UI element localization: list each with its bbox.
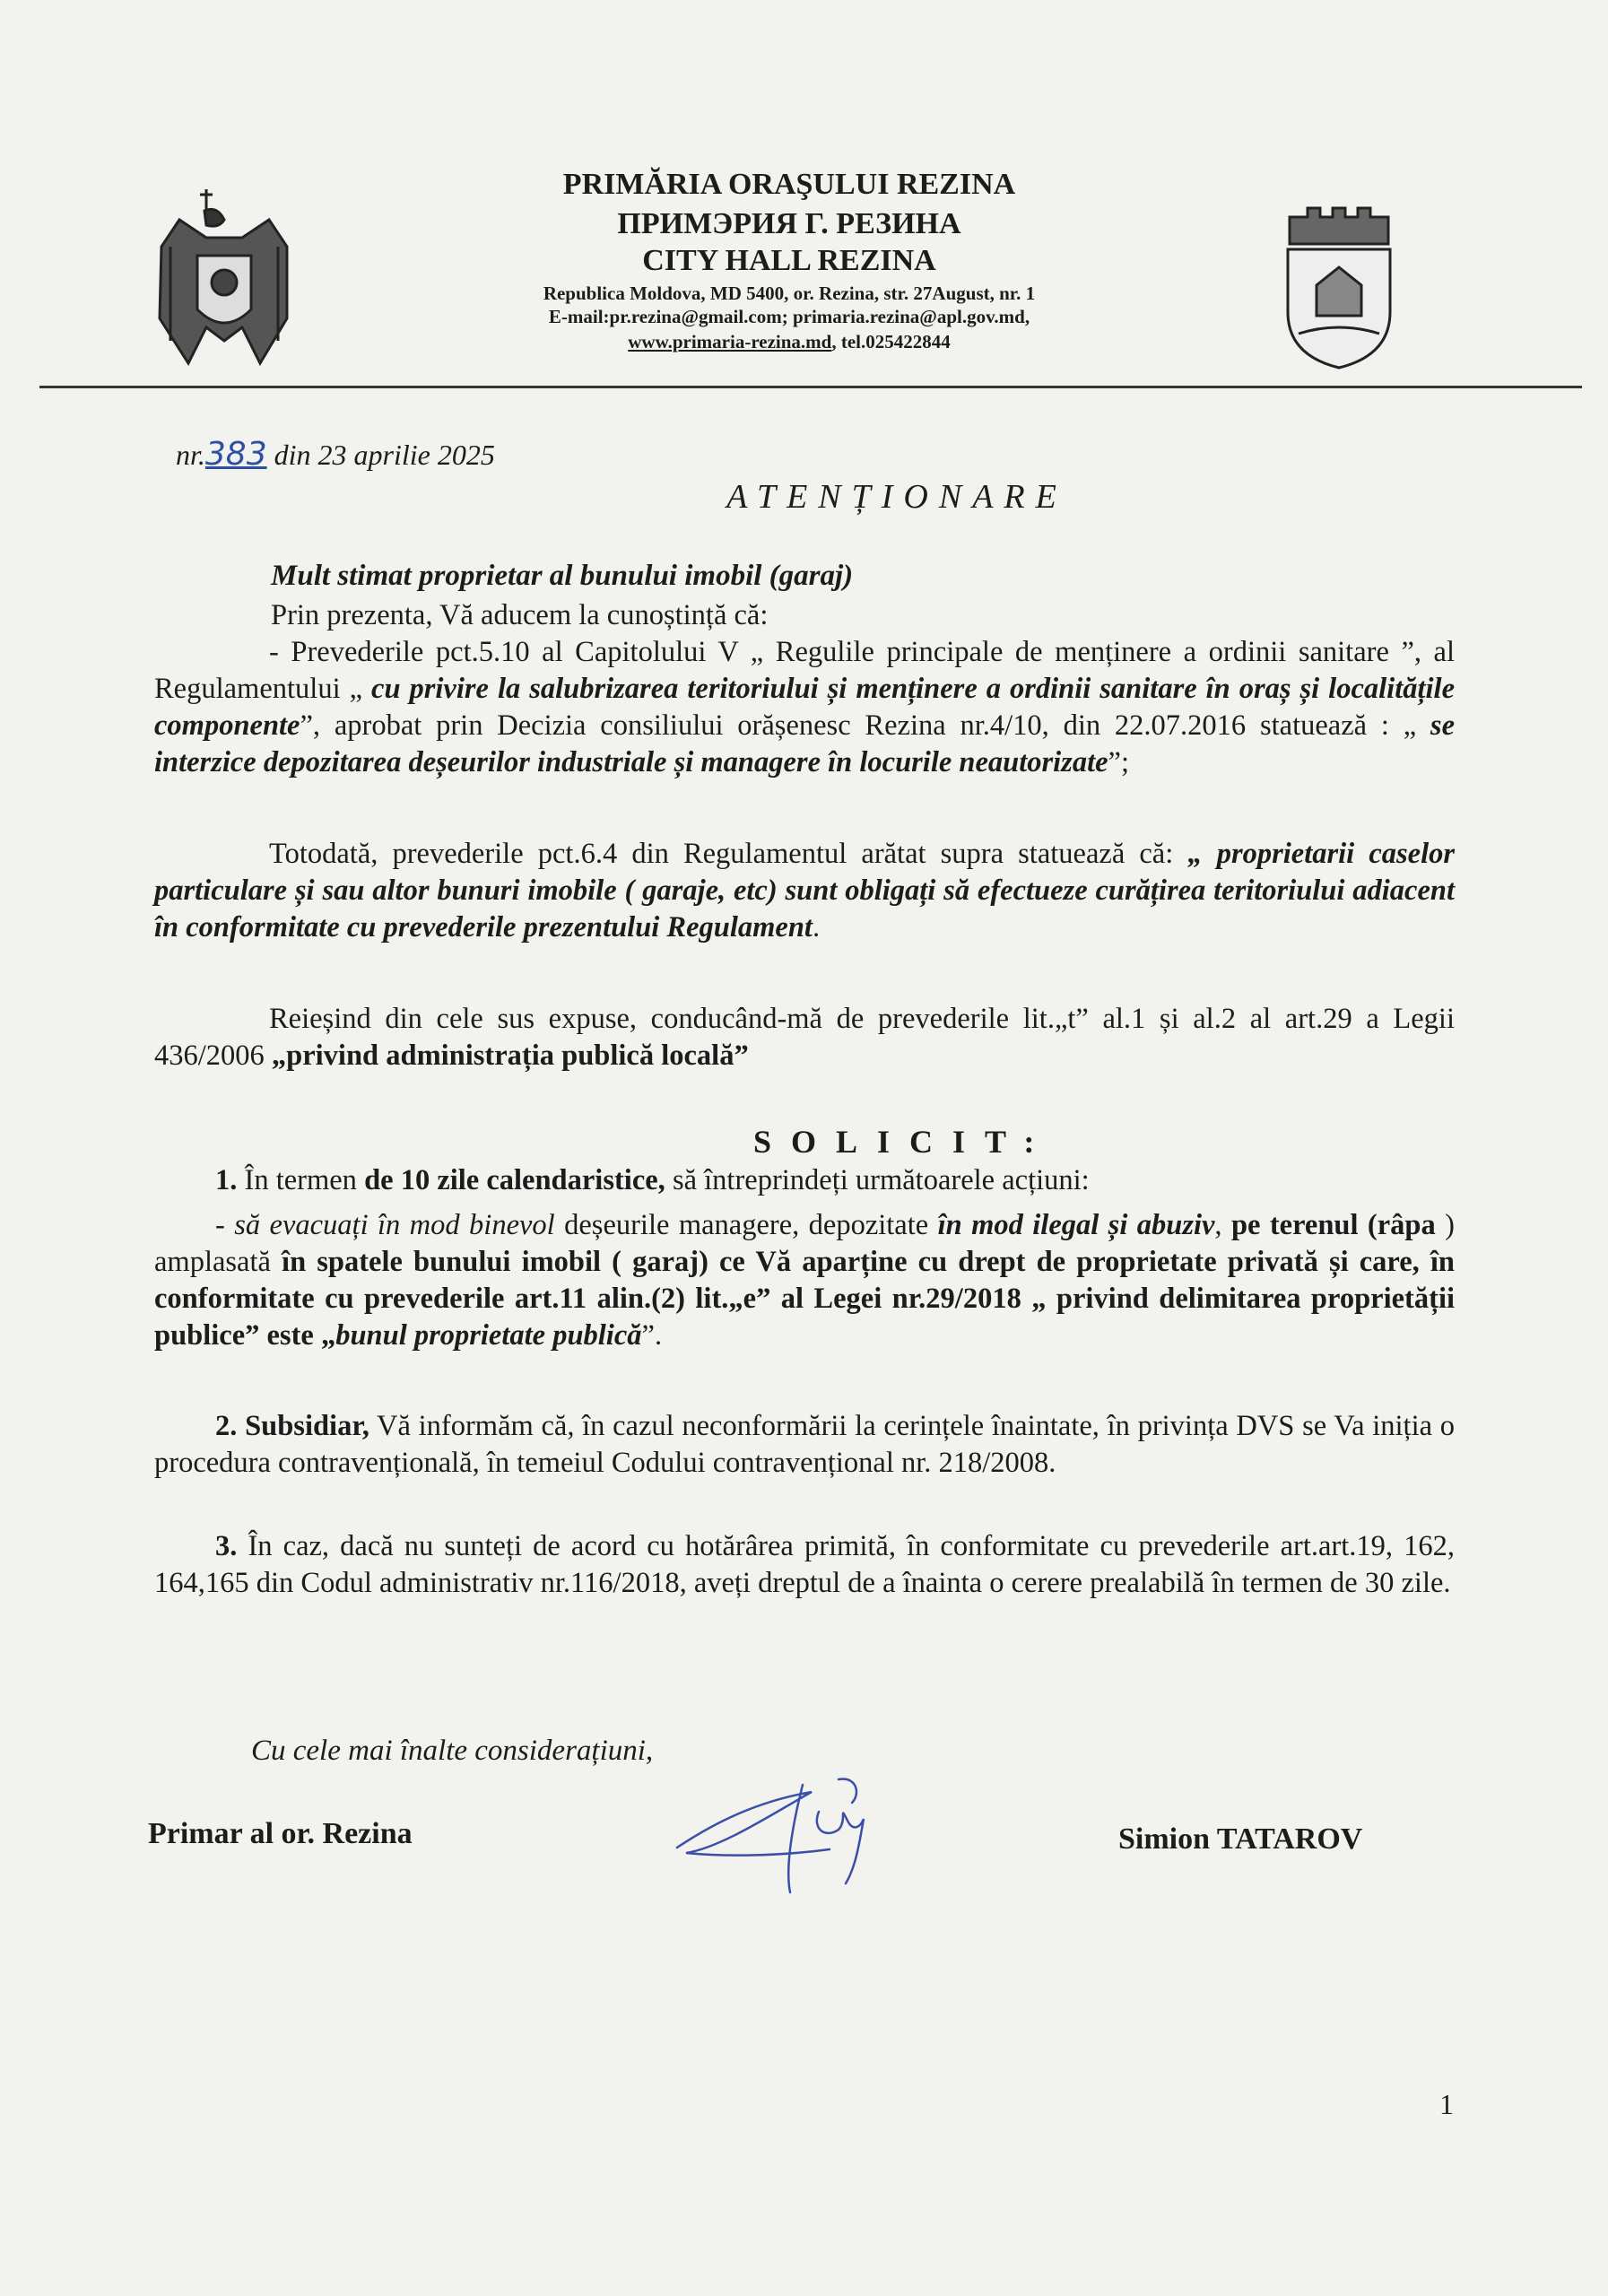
- paragraph-2: [154, 836, 1455, 946]
- p1-text-a: - Prevederile pct.5.10 al Capitolului V „ Regulile principale de menținere a ordinii sanitare ”, al Regulamentului „: [154, 636, 1455, 705]
- item-1-text-a: În termen: [244, 1164, 365, 1196]
- moldova-coat-of-arms-icon: [152, 184, 296, 372]
- header-divider: [39, 386, 1582, 388]
- p2-text-a: Totodată, prevederile pct.6.4 din Regulamentul arătat supra statuează că:: [269, 838, 1188, 870]
- address-line: Republica Moldova, MD 5400, or. Rezina, str. 27August, nr. 1: [543, 283, 1036, 304]
- p2-text-c: .: [812, 911, 821, 944]
- institution-name-ru: ПРИМЭРИЯ Г. РЕЗИНА: [617, 207, 961, 240]
- paragraph-1: [154, 634, 1455, 781]
- item-1-text-m: ”.: [641, 1319, 663, 1352]
- signatory-title: Primar al or. Rezina: [148, 1817, 413, 1850]
- signatory-name: Simion TATAROV: [1118, 1822, 1363, 1856]
- document-title: ATENȚIONARE: [726, 478, 1067, 516]
- paragraph-3: [154, 1001, 1455, 1074]
- p1-text-e: ”;: [1108, 746, 1130, 778]
- p3-text-a: Reieșind din cele sus expuse, conducând-mă de prevederile lit.„t” al.1 și al.2 al art.29 a Legii 436/2006: [154, 1003, 1455, 1072]
- handwritten-signature-icon: [668, 1767, 910, 1910]
- item-1-text-b: de 10 zile calendaristice,: [364, 1164, 665, 1196]
- institution-name-ro: PRIMĂRIA ORAŞULUI REZINA: [562, 168, 1016, 201]
- p1-text-d: se interzice depozitarea deșeurilor industriale și managere în locurile neautorizate: [154, 709, 1455, 778]
- solicit-heading: SOLICIT:: [753, 1124, 1055, 1160]
- item-2: [154, 1408, 1455, 1482]
- p1-text-b: cu privire la salubrizarea teritoriului și menținere a ordinii sanitare în oraș și localitățile componente: [154, 673, 1455, 742]
- closing-line: Cu cele mai înalte considerațiuni,: [251, 1735, 654, 1767]
- item-1-text-j: ) amplasată: [154, 1209, 1455, 1278]
- item-2-text-b: Vă informăm că, în cazul neconformării la cerințele înaintate, în privința DVS se Va iniția o procedura contravențională, în temeiul Codului contravențional nr. 218/2008.: [154, 1410, 1455, 1479]
- institution-name-en: CITY HALL REZINA: [642, 244, 936, 277]
- phone: , tel.025422844: [831, 331, 951, 352]
- website-link[interactable]: www.primaria-rezina.md: [628, 331, 832, 352]
- document-reference: [176, 436, 495, 473]
- p1-text-c: ”, aprobat prin Decizia consiliului orășenesc Rezina nr.4/10, din 22.07.2016 statuează : „: [300, 709, 1430, 742]
- item-1-text-k: în spatele bunului imobil ( garaj) ce Vă aparține cu drept de proprietate privată și care, în conformitate cu prevederile art.11 alin.(2) lit.„e” al Legei nr.29/2018 „ privind delimitarea proprietății publice” este „: [154, 1246, 1455, 1352]
- salutation: Mult stimat proprietar al bunului imobil (garaj): [271, 560, 854, 592]
- reference-prefix: nr.: [176, 439, 205, 471]
- item-1-text-f: deșeurile managere, depozitate: [554, 1209, 938, 1241]
- item-3: [154, 1528, 1455, 1602]
- p3-text-b: „privind administrația publică locală”: [271, 1039, 749, 1072]
- reference-date: din 23 aprilie 2025: [266, 439, 495, 471]
- item-1-text-d: -: [215, 1209, 235, 1241]
- item-1-text-h: ,: [1214, 1209, 1231, 1241]
- item-1-text-g: în mod ilegal și abuziv: [937, 1209, 1215, 1241]
- item-2-number: 2.: [215, 1410, 238, 1442]
- item-1-heading: [215, 1162, 1455, 1199]
- item-2-text-a: Subsidiar,: [245, 1410, 369, 1442]
- item-3-text: În caz, dacă nu sunteți de acord cu hotărârea primită, în conformitate cu prevederile art.art.19, 162, 164,165 din Codul administrativ nr.116/2018, aveți dreptul de a înainta o cerere prealabilă în termen de 30 zile.: [154, 1530, 1455, 1599]
- intro-paragraph: Prin prezenta, Vă aducem la cunoștință că:: [271, 599, 769, 631]
- item-1-text-l: bunul proprietate publică: [335, 1319, 642, 1352]
- p2-text-b: „ proprietarii caselor particulare și sau altor bunuri imobile ( garaje, etc) sunt obligați să efectueze curățirea teritoriului adiacent în conformitate cu prevederile prezentului Regulament: [154, 838, 1455, 944]
- reference-number: 383: [204, 436, 267, 473]
- item-1-text-e: să evacuați în mod binevol: [234, 1209, 555, 1241]
- item-1-body: [154, 1207, 1455, 1354]
- page-number: 1: [1439, 2088, 1454, 2120]
- item-1-text-c: să întreprindeți următoarele acțiuni:: [665, 1164, 1090, 1196]
- item-3-number: 3.: [215, 1530, 238, 1562]
- email-line: E-mail:pr.rezina@gmail.com; primaria.rezina@apl.gov.md,: [548, 306, 1030, 327]
- item-1-text-i: pe terenul (râpa: [1230, 1209, 1436, 1241]
- item-1-number: 1.: [215, 1164, 238, 1196]
- website-phone-line: [422, 332, 1157, 352]
- rezina-city-crest-icon: [1281, 199, 1397, 371]
